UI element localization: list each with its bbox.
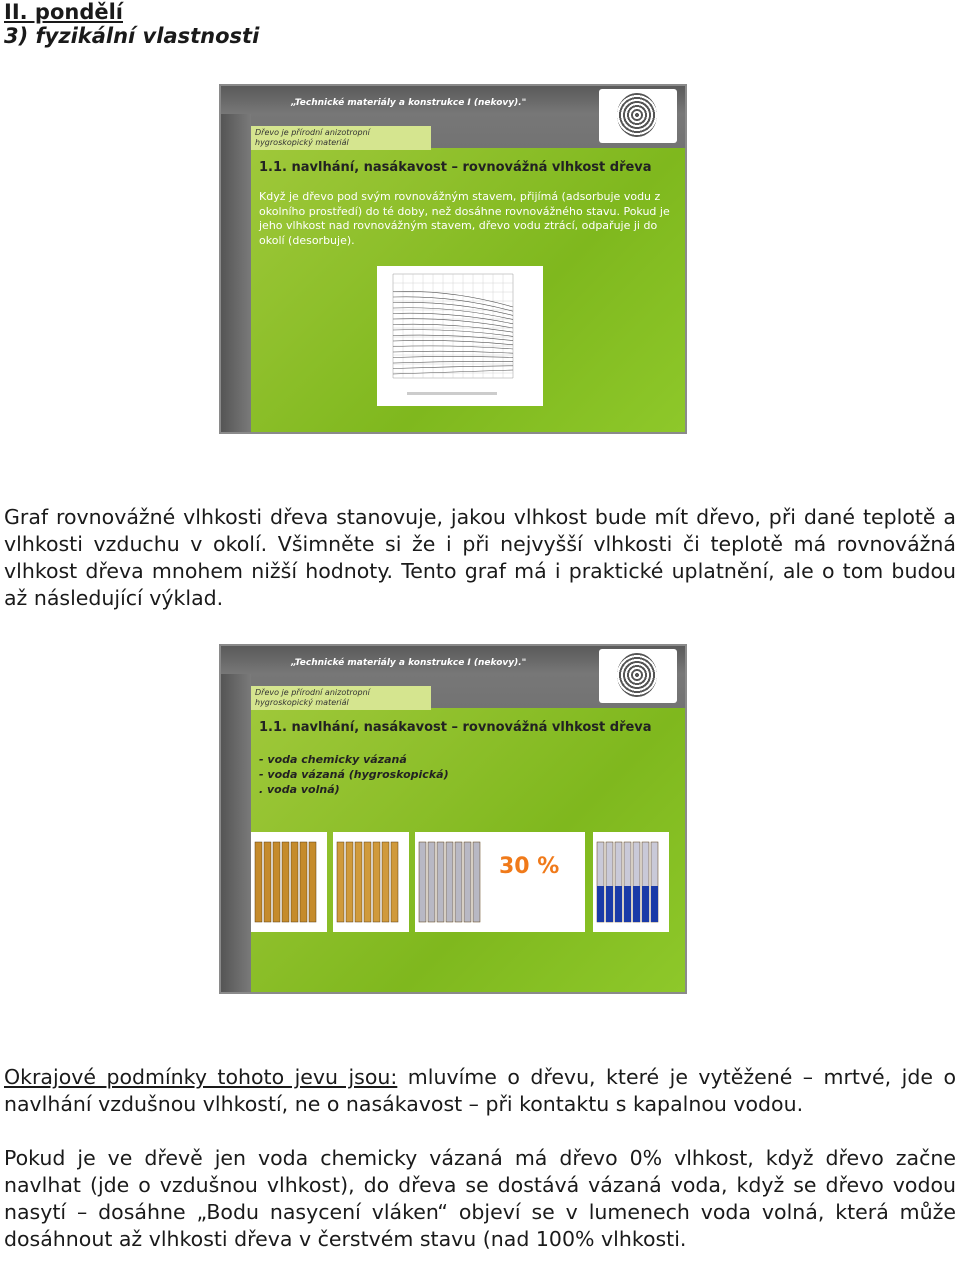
slide-body: Když je dřevo pod svým rovnovážným stavem, přijímá (adsorbuje vodu z okolního prostředí) do té doby, než dosáhne rovnovážného stavu. Pokud je jeho vlhkost nad rovnovážným stavem, dřevo vodu ztrácí, odpařuje ji do okolí (desorbuje). (259, 190, 670, 247)
list-item: . voda volná) (259, 783, 340, 796)
saturation-percent: 30 % (499, 854, 560, 879)
slide-title: 1.1. navlhání, nasákavost – rovnovážná vlhkost dřeva (259, 160, 652, 175)
wood-cells-bound-water (333, 832, 409, 932)
equilibrium-moisture-chart (377, 266, 543, 406)
slide-subtitle: Dřevo je přírodní anizotropní hygroskopický materiál (251, 686, 431, 710)
slide-water-types (219, 644, 687, 994)
paragraph-boundary-conditions (4, 1064, 956, 1118)
slide-subtitle: Dřevo je přírodní anizotropní hygroskopický materiál (251, 126, 431, 150)
slide-header: „Technické materiály a konstrukce I (nekovy)." (291, 98, 527, 108)
slide-header: „Technické materiály a konstrukce I (nekovy)." (291, 658, 527, 668)
heading: II. pondělí (4, 0, 123, 24)
wood-cells-free-water (593, 832, 669, 932)
university-logo (599, 649, 677, 703)
slide-title: 1.1. navlhání, nasákavost – rovnovážná vlhkost dřeva (259, 720, 652, 735)
university-logo (599, 89, 677, 143)
wood-cells-saturation (415, 832, 585, 932)
boundary-text: mluvíme o dřevu, které je vytěžené – mrtvé, jde o navlhání vzdušnou vlhkostí, ne o nasákavost – při kontaktu s kapalnou vodou. (4, 1065, 956, 1116)
subheading: 3) fyzikální vlastnosti (4, 24, 260, 48)
paragraph-chart-explanation: Graf rovnovážné vlhkosti dřeva stanovuje, jakou vlhkost bude mít dřevo, při dané teplotě a vlhkosti vzduchu v okolí. Všimněte si že i při nejvyšší vlhkosti či teplotě má rovnovážná vlhkost dřeva mnohem nižší hodnoty. Tento graf má i praktické uplatnění, ale o tom budou až následující výklad. (4, 505, 956, 610)
list-item: - voda vázaná (hygroskopická) (259, 768, 449, 781)
water-types-list (259, 752, 449, 797)
boundary-label: Okrajové podmínky tohoto jevu jsou: (4, 1065, 398, 1089)
paragraph-water-states: Pokud je ve dřevě jen voda chemicky vázaná má dřevo 0% vlhkost, když dřevo začne navlhat (jde o vzdušnou vlhkost), do dřeva se dostává vázaná voda, když se dřevo vodou nasytí – dosáhne „Bodu nasycení vláken“ objeví se v lumenech voda volná, která může dosáhnout až vlhkosti dřeva v čerstvém stavu (nad 100% vlhkosti. (4, 1146, 956, 1251)
wood-cells-dry (251, 832, 327, 932)
list-item: - voda chemicky vázaná (259, 753, 407, 766)
slide-equilibrium-chart (219, 84, 687, 434)
